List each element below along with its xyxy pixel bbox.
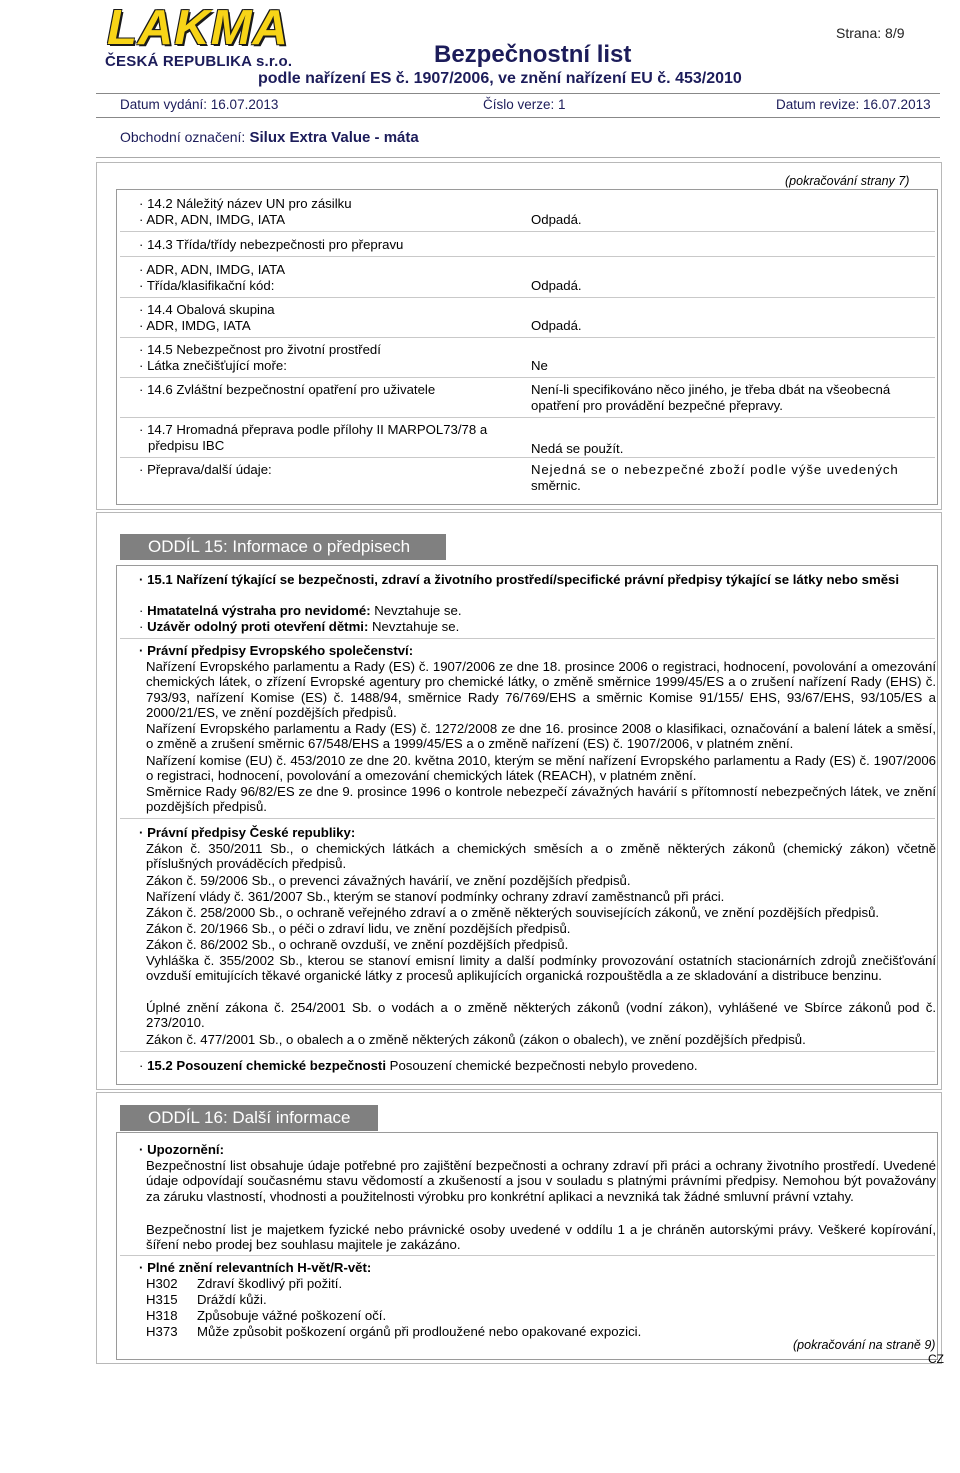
h-text: Může způsobit poškození orgánů při prodloužené nebo opakované expozici.: [197, 1324, 642, 1339]
cz-regulation-6: Zákon č. 86/2002 Sb., o ochraně ovzduší, ve znění pozdějších předpisů.: [146, 937, 569, 952]
section-16-title: ODDÍL 16: Další informace: [120, 1105, 378, 1131]
header-divider: [96, 93, 940, 94]
packing-group-label: · ADR, IMDG, IATA: [139, 318, 251, 333]
hazard-class-value: Odpadá.: [531, 278, 582, 293]
hazard-class-heading: · 14.3 Třída/třídy nebezpečnosti pro přepravu: [139, 237, 403, 252]
row-divider: [120, 417, 935, 418]
header-divider-2: [96, 117, 940, 118]
section-15-title: ODDÍL 15: Informace o předpisech: [120, 534, 446, 560]
eu-regulation-3: Nařízení komise (EU) č. 453/2010 ze dne 20. května 2010, kterým se mění nařízení Evropského parlamentu a Rady (ES) č. 1907/2006 o registraci, hodnocení, povolování a omezování chemických látek (REACH), v platném znění.: [146, 753, 936, 784]
cz-regulation-2: Zákon č. 59/2006 Sb., o prevenci závažných havárií, ve znění pozdějších předpisů.: [146, 873, 631, 888]
cz-regulation-1: Zákon č. 350/2011 Sb., o chemických látkách a chemických směsích a o změně některých zákonů (chemický zákon) včetně příslušných prováděcích předpisů.: [146, 841, 936, 872]
country-code: CZ: [928, 1352, 944, 1366]
h-code: H373: [146, 1324, 178, 1339]
packing-group-value: Odpadá.: [531, 318, 582, 333]
un-name-label: · ADR, ADN, IMDG, IATA: [139, 212, 285, 227]
csa-label: 15.2 Posouzení chemické bezpečnosti: [147, 1058, 386, 1073]
closure-label: Uzávěr odolný proti otevření dětmi:: [147, 619, 369, 634]
h-statement-item: [146, 1308, 386, 1323]
closure-value: Nevztahuje se.: [372, 619, 460, 634]
row-divider: [120, 297, 935, 298]
env-hazard-label: · Látka znečišťující moře:: [139, 358, 287, 373]
company-logo: [105, 1, 305, 70]
h-code: H315: [146, 1292, 178, 1307]
notice-label: · Upozornění:: [139, 1142, 224, 1157]
cz-regulation-4: Zákon č. 258/2000 Sb., o ochraně veřejného zdraví a o změně některých souvisejících zákonů, ve znění pozdějších předpisů.: [146, 905, 880, 920]
h-code: H318: [146, 1308, 178, 1323]
h-text: Zdraví škodlivý při požití.: [197, 1276, 343, 1291]
row-divider: [120, 337, 935, 338]
cz-regulation-3: Nařízení vlády č. 361/2007 Sb., kterým se stanoví podmínky ochrany zdraví zaměstnanců při práci.: [146, 889, 725, 904]
bulk-transport-label-2: předpisu IBC: [148, 438, 225, 453]
hazard-class-label: · ADR, ADN, IMDG, IATA: [139, 262, 285, 277]
tactile-value: Nevztahuje se.: [374, 603, 462, 618]
continued-from: (pokračování strany 7): [785, 174, 910, 188]
bulk-transport-label-1: · 14.7 Hromadná přeprava podle přílohy II MARPOL73/78 a: [139, 422, 487, 437]
h-statement-item: [146, 1276, 342, 1291]
h-code: H302: [146, 1276, 178, 1291]
h-text: Dráždí kůži.: [197, 1292, 267, 1307]
row-divider: [120, 256, 935, 257]
notice-paragraph-1: Bezpečnostní list obsahuje údaje potřebné pro zajištění bezpečnosti a ochrany zdraví při práci a ochrany životního prostředí. Uvedené údaje odpovídají současnému stavu vědomostí a zkušeností a jsou v souladu s platnými právními předpisy. Nemohou být považovány za záruku vlastností, vhodnosti a použitelnosti výrobku pro konkrétní aplikaci a nevzniká tak žádné smluvní právní vztahy.: [146, 1158, 936, 1204]
child-closure: [139, 619, 459, 634]
version-number: Číslo verze: 1: [483, 97, 566, 112]
notice-paragraph-2: Bezpečnostní list je majetkem fyzické nebo právnické osoby uvedené v oddílu 1 a je chráněn autorskými právy. Veškeré kopírování, šíření nebo prodej bez souhlasu majitele je zakázáno.: [146, 1222, 936, 1253]
tactile-label: Hmatatelná výstraha pro nevidomé:: [147, 603, 371, 618]
logo-name: LAKMA: [107, 1, 289, 55]
chemical-safety-assessment: [139, 1058, 698, 1073]
trade-name-line: [120, 130, 419, 145]
trade-divider: [96, 157, 940, 158]
special-precautions-value-2: opatření pro provádění bezpečné přepravy.: [531, 398, 783, 413]
eu-regulation-1: Nařízení Evropského parlamentu a Rady (ES) č. 1907/2006 ze dne 18. prosince 2006 o registraci, hodnocení, povolování a omezování chemických látek, o zřízení Evropské agentury pro chemické látky, o změně směrnice 1999/45/ES a o zrušení nařízení Rady (EHS) č. 793/93, nařízení Komise (ES) č. 1488/94, směrnice Rady 76/769/EHS a směrnic Komise 91/155/ EHS, 93/67/EHS, 93/105/ES a 2000/21/ES, ve znění pozdějších předpisů.: [146, 659, 936, 721]
env-hazard-value: Ne: [531, 358, 548, 373]
cz-regulation-8: Úplné znění zákona č. 254/2001 Sb. o vodách a o změně některých zákonů (vodní zákon), vyhlášené ve Sbírce zákonů pod č. 273/2010.: [146, 1000, 936, 1031]
tactile-warning: [139, 603, 462, 618]
eu-regulation-4: Směrnice Rady 96/82/ES ze dne 9. prosince 1996 o kontrole nebezpečí závažných havárií s přítomností nebezpečných látek, ve znění pozdějších předpisů.: [146, 784, 936, 815]
cz-regulation-5: Zákon č. 20/1966 Sb., o péči o zdraví lidu, ve znění pozdějších předpisů.: [146, 921, 571, 936]
h-statement-item: [146, 1292, 267, 1307]
row-divider: [120, 231, 935, 232]
special-precautions-label: · 14.6 Zvláštní bezpečnostní opatření pro uživatele: [139, 382, 435, 397]
hazard-class-sublabel: · Třída/klasifikační kód:: [139, 278, 274, 293]
cz-regulation-7: Vyhláška č. 355/2002 Sb., kterou se stanoví emisní limity a další podmínky provozování ostatních stacionárních zdrojů znečišťování ovzduší emitujících těkavé organické látky z procesů aplikujících organická rozpouštědla a ze skladování a distribuce benzinu.: [146, 953, 936, 984]
cz-regulations-label: · Právní předpisy České republiky:: [139, 825, 355, 840]
document-title: Bezpečnostní list: [434, 41, 632, 68]
issue-date: Datum vydání: 16.07.2013: [120, 97, 279, 112]
continued-to: (pokračování na straně 9): [793, 1338, 936, 1352]
regulations-heading: · 15.1 Nařízení týkající se bezpečnosti, zdraví a životního prostředí/specifické právní předpisy týkající se látky nebo směsi: [139, 572, 936, 587]
row-divider: [120, 377, 935, 378]
row-divider: [120, 638, 935, 639]
transport-other-label: · Přeprava/další údaje:: [139, 462, 272, 477]
document-subtitle: podle nařízení ES č. 1907/2006, ve znění nařízení EU č. 453/2010: [258, 70, 742, 87]
packing-group-heading: · 14.4 Obalová skupina: [139, 302, 275, 317]
row-divider: [120, 457, 935, 458]
h-text: Způsobuje vážné poškození očí.: [197, 1308, 387, 1323]
trade-name: Silux Extra Value - máta: [249, 129, 419, 146]
logo-subtitle: ČESKÁ REPUBLIKA s.r.o.: [105, 53, 293, 70]
transport-other-value-2: směrnic.: [531, 478, 581, 493]
transport-other-value-1: Nejedná se o nebezpečné zboží podle výše uvedených: [531, 462, 899, 477]
eu-regulation-2: Nařízení Evropského parlamentu a Rady (ES) č. 1272/2008 ze dne 16. prosince 2008 o klasifikaci, označování a balení látek a směsí, o změně a zrušení směrnic 67/548/EHS a 1999/45/ES a o změně nařízení (ES) č. 1907/2006, v platném znění.: [146, 721, 936, 752]
special-precautions-value-1: Není-li specifikováno něco jiného, je třeba dbát na všeobecná: [531, 382, 891, 397]
row-divider: [120, 1051, 935, 1052]
csa-value: Posouzení chemické bezpečnosti nebylo provedeno.: [389, 1058, 698, 1073]
bulk-transport-value: Nedá se použít.: [531, 441, 624, 456]
un-name-value: Odpadá.: [531, 212, 582, 227]
trade-label: Obchodní označení:: [120, 129, 246, 145]
un-name-heading: · 14.2 Náležitý název UN pro zásilku: [139, 196, 352, 211]
row-divider: [120, 818, 935, 819]
revision-date: Datum revize: 16.07.2013: [776, 97, 931, 112]
h-statements-label: · Plné znění relevantních H-vět/R-vět:: [139, 1260, 371, 1275]
eu-regulations-label: · Právní předpisy Evropského společenství:: [139, 643, 413, 658]
h-statement-item: [146, 1324, 641, 1339]
page-number: Strana: 8/9: [836, 25, 905, 41]
env-hazard-heading: · 14.5 Nebezpečnost pro životní prostředí: [139, 342, 381, 357]
cz-regulation-9: Zákon č. 477/2001 Sb., o obalech a o změně některých zákonů (zákon o obalech), ve znění pozdějších předpisů.: [146, 1032, 806, 1047]
row-divider: [120, 1255, 935, 1256]
